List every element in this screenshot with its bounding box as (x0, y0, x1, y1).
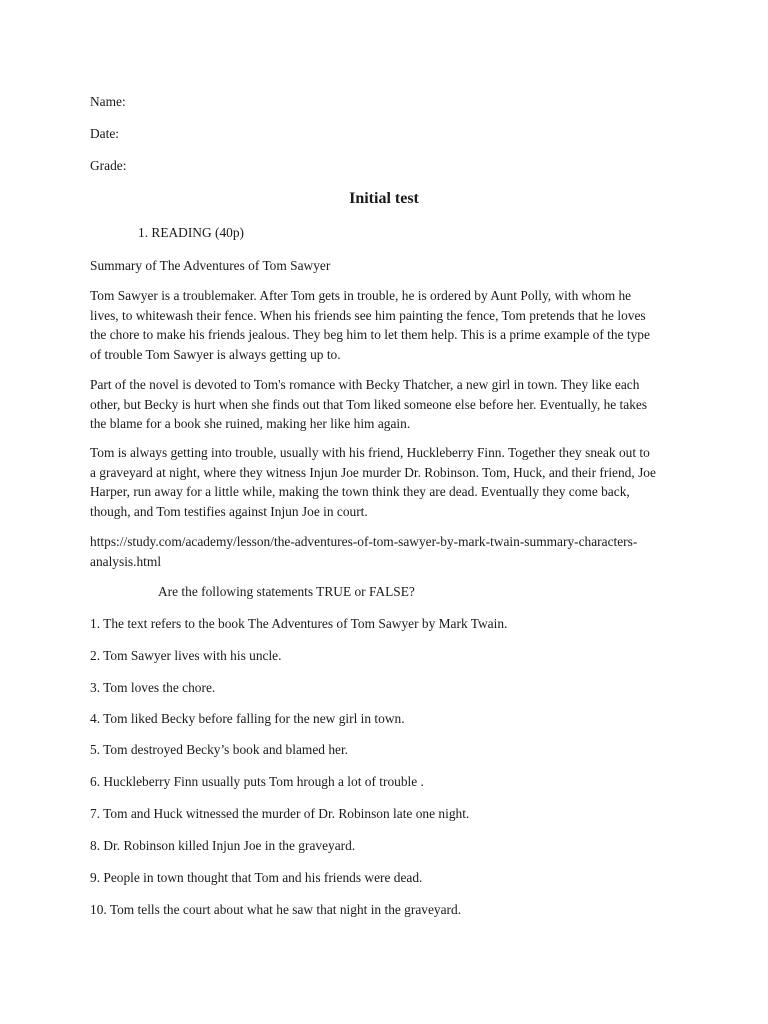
instruction: Are the following statements TRUE or FALSE? (158, 584, 415, 599)
paragraph-2 (90, 375, 680, 434)
paragraph-line: Part of the novel is devoted to Tom's romance with Becky Thatcher, a new girl in town. They like each (90, 377, 640, 392)
paragraph-line: Harper, run away for a little while, making the town think they are dead. Eventually they come back, (90, 484, 630, 499)
statement-9: 9. People in town thought that Tom and his friends were dead. (90, 870, 423, 885)
source-url (90, 532, 680, 571)
paragraph-line: the blame for a book she ruined, making her like him again. (90, 416, 411, 431)
summary-title: Summary of The Adventures of Tom Sawyer (90, 258, 331, 273)
paragraph-line: other, but Becky is hurt when she finds out that Tom liked someone else before her. Eventually, he takes (90, 396, 648, 412)
statement-4: 4. Tom liked Becky before falling for the new girl in town. (90, 711, 405, 726)
grade-label: Grade: (90, 158, 127, 173)
section-heading: 1. READING (40p) (138, 225, 244, 240)
paragraph-line: a graveyard at night, where they witness Injun Joe murder Dr. Robinson. Tom, Huck, and their friend, Joe (90, 464, 656, 480)
statement-6: 6. Huckleberry Finn usually puts Tom hrough a lot of trouble . (90, 774, 424, 789)
url-line: analysis.html (90, 553, 162, 569)
statement-10: 10. Tom tells the court about what he saw that night in the graveyard. (90, 902, 462, 917)
name-label: Name: (90, 94, 126, 109)
paragraph-line: though, and Tom testifies against Injun Joe in court. (90, 503, 368, 519)
statement-7: 7. Tom and Huck witnessed the murder of Dr. Robinson late one night. (90, 806, 470, 821)
statement-8: 8. Dr. Robinson killed Injun Joe in the graveyard. (90, 838, 356, 853)
statement-3: 3. Tom loves the chore. (90, 680, 216, 695)
page-title: Initial test (349, 190, 419, 207)
paragraph-line: Tom is always getting into trouble, usually with his friend, Huckleberry Finn. Together they sneak out to (90, 445, 650, 460)
statement-1: 1. The text refers to the book The Adventures of Tom Sawyer by Mark Twain. (90, 616, 508, 631)
paragraph-3 (90, 443, 680, 521)
url-line: https://study.com/academy/lesson/the-adventures-of-tom-sawyer-by-mark-twain-summary-characters- (90, 534, 638, 549)
paragraph-line: Tom Sawyer is a troublemaker. After Tom gets in trouble, he is ordered by Aunt Polly, with whom he (90, 288, 632, 303)
date-label: Date: (90, 126, 119, 141)
statement-2: 2. Tom Sawyer lives with his uncle. (90, 648, 282, 663)
paragraph-line: of trouble Tom Sawyer is always getting up to. (90, 346, 341, 362)
paragraph-line: the chore to make his friends jealous. They beg him to let them help. This is a prime example of the type (90, 327, 650, 342)
statement-5: 5. Tom destroyed Becky’s book and blamed her. (90, 742, 349, 757)
paragraph-line: lives, to whitewash their fence. When his friends see him painting the fence, Tom pretends that he loves (90, 307, 646, 323)
paragraph-1 (90, 286, 680, 364)
